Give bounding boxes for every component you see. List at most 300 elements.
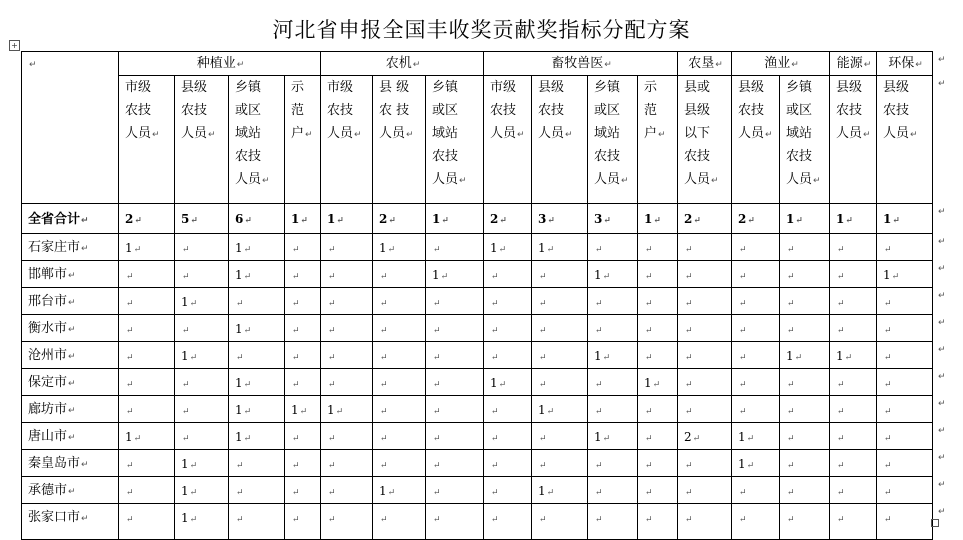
value-cell <box>484 504 532 540</box>
value-cell <box>285 396 321 423</box>
paragraph-mark-icon: ↵ <box>685 380 693 390</box>
paragraph-mark-icon: ↵ <box>884 380 892 390</box>
paragraph-mark-icon: ↵ <box>863 130 871 140</box>
paragraph-mark-icon: ↵ <box>292 299 300 309</box>
paragraph-mark-icon: ↵ <box>685 326 693 336</box>
value-cell <box>373 450 426 477</box>
paragraph-mark-icon: ↵ <box>565 130 573 140</box>
value-cell <box>285 234 321 261</box>
value-cell <box>484 369 532 396</box>
value-cell <box>830 234 877 261</box>
value-cell <box>638 369 678 396</box>
paragraph-mark-icon: ↵ <box>539 380 547 390</box>
table-move-handle-icon[interactable]: + <box>9 40 20 51</box>
value-cell <box>321 261 373 288</box>
value-cell <box>119 396 175 423</box>
value-cell <box>732 234 780 261</box>
paragraph-mark-icon: ↵ <box>787 272 795 282</box>
value-cell <box>175 342 229 369</box>
cell-value: 1 <box>594 268 602 282</box>
city-name-cell <box>22 396 119 423</box>
sub-header-8 <box>532 76 588 204</box>
paragraph-mark-icon: ↵ <box>68 406 76 416</box>
city-name: 邯郸市 <box>28 267 68 282</box>
cell-value: 1 <box>181 457 189 471</box>
value-cell <box>175 288 229 315</box>
value-cell <box>532 288 588 315</box>
sub-header-line: 户↵ <box>291 126 313 141</box>
paragraph-mark-icon: ↵ <box>837 380 845 390</box>
value-cell <box>321 315 373 342</box>
end-of-row-mark-icon: ↵ <box>938 207 946 217</box>
value-cell <box>678 423 732 450</box>
value-cell <box>321 450 373 477</box>
value-cell <box>175 315 229 342</box>
cell-value: 1 <box>181 295 189 309</box>
table-row <box>22 396 933 423</box>
city-name-cell <box>22 342 119 369</box>
cell-value: 1 <box>181 511 189 525</box>
paragraph-mark-icon: ↵ <box>134 216 142 226</box>
paragraph-mark-icon: ↵ <box>517 130 525 140</box>
paragraph-mark-icon: ↵ <box>328 353 336 363</box>
value-cell <box>426 369 484 396</box>
paragraph-mark-icon: ↵ <box>126 488 134 498</box>
paragraph-mark-icon: ↵ <box>884 407 892 417</box>
paragraph-mark-icon: ↵ <box>189 353 198 363</box>
sub-header-line: 农技 <box>181 103 208 118</box>
value-cell <box>588 342 638 369</box>
paragraph-mark-icon: ↵ <box>837 515 845 525</box>
cell-value: 1 <box>379 241 387 255</box>
paragraph-mark-icon: ↵ <box>81 216 89 226</box>
value-cell <box>588 288 638 315</box>
paragraph-mark-icon: ↵ <box>539 434 547 444</box>
paragraph-mark-icon: ↵ <box>182 326 190 336</box>
paragraph-mark-icon: ↵ <box>645 299 653 309</box>
paragraph-mark-icon: ↵ <box>891 272 900 282</box>
cell-value: 1 <box>235 403 243 417</box>
paragraph-mark-icon: ↵ <box>685 353 693 363</box>
paragraph-mark-icon: ↵ <box>685 407 693 417</box>
value-cell <box>229 234 285 261</box>
value-cell <box>285 504 321 540</box>
paragraph-mark-icon: ↵ <box>645 515 653 525</box>
value-cell <box>229 369 285 396</box>
paragraph-mark-icon: ↵ <box>380 380 388 390</box>
paragraph-mark-icon: ↵ <box>685 515 693 525</box>
total-value-cell <box>732 204 780 234</box>
paragraph-mark-icon: ↵ <box>412 60 421 70</box>
paragraph-mark-icon: ↵ <box>539 299 547 309</box>
paragraph-mark-icon: ↵ <box>335 407 344 417</box>
paragraph-mark-icon: ↵ <box>243 380 252 390</box>
sub-header-line: 农 技 <box>379 103 410 118</box>
paragraph-mark-icon: ↵ <box>243 434 252 444</box>
paragraph-mark-icon: ↵ <box>190 216 198 226</box>
group-header-5 <box>830 52 877 76</box>
value-cell <box>229 477 285 504</box>
value-cell <box>638 261 678 288</box>
group-header-label: 环保 <box>888 56 915 71</box>
value-cell <box>588 234 638 261</box>
value-cell <box>678 504 732 540</box>
value-cell <box>532 369 588 396</box>
city-name: 秦皇岛市 <box>28 456 81 471</box>
paragraph-mark-icon: ↵ <box>539 326 547 336</box>
value-cell <box>321 477 373 504</box>
total-value-cell <box>877 204 933 234</box>
value-cell <box>732 504 780 540</box>
sub-header-line: 农技 <box>327 103 354 118</box>
paragraph-mark-icon: ↵ <box>388 216 396 226</box>
value-cell <box>588 369 638 396</box>
table-row <box>22 288 933 315</box>
value-cell <box>426 234 484 261</box>
paragraph-mark-icon: ↵ <box>380 407 388 417</box>
total-value-cell <box>638 204 678 234</box>
table-row <box>22 477 933 504</box>
value-cell <box>732 369 780 396</box>
value-cell <box>877 423 933 450</box>
value-cell <box>780 450 830 477</box>
value-cell <box>119 288 175 315</box>
value-cell <box>588 396 638 423</box>
paragraph-mark-icon: ↵ <box>328 380 336 390</box>
paragraph-mark-icon: ↵ <box>645 245 653 255</box>
paragraph-mark-icon: ↵ <box>595 299 603 309</box>
paragraph-mark-icon: ↵ <box>68 298 76 308</box>
sub-header-line: 农技 <box>786 149 813 164</box>
value-cell <box>484 342 532 369</box>
paragraph-mark-icon: ↵ <box>844 353 853 363</box>
value-cell <box>780 477 830 504</box>
city-name-cell <box>22 477 119 504</box>
value-cell <box>780 342 830 369</box>
paragraph-mark-icon: ↵ <box>685 272 693 282</box>
value-cell <box>426 288 484 315</box>
sub-header-3 <box>285 76 321 204</box>
sub-header-line: 市级 <box>327 80 354 95</box>
value-cell <box>830 342 877 369</box>
paragraph-mark-icon: ↵ <box>837 299 845 309</box>
paragraph-mark-icon: ↵ <box>328 461 336 471</box>
paragraph-mark-icon: ↵ <box>645 326 653 336</box>
total-value: 2 <box>490 212 499 226</box>
paragraph-mark-icon: ↵ <box>328 299 336 309</box>
sub-header-line: 县级 <box>538 80 565 95</box>
cell-value: 1 <box>644 376 652 390</box>
value-cell <box>678 342 732 369</box>
paragraph-mark-icon: ↵ <box>892 216 900 226</box>
cell-value: 1 <box>291 403 299 417</box>
value-cell <box>830 261 877 288</box>
value-cell <box>877 504 933 540</box>
end-of-row-mark-icon: ↵ <box>938 291 946 301</box>
paragraph-mark-icon: ↵ <box>658 130 666 140</box>
total-value: 2 <box>125 212 134 226</box>
paragraph-mark-icon: ↵ <box>189 515 198 525</box>
paragraph-mark-icon: ↵ <box>433 434 441 444</box>
paragraph-mark-icon: ↵ <box>685 488 693 498</box>
paragraph-mark-icon: ↵ <box>787 380 795 390</box>
value-cell <box>638 423 678 450</box>
value-cell <box>830 450 877 477</box>
city-name-cell <box>22 504 119 540</box>
corner-header-cell <box>22 52 119 204</box>
group-header-row <box>22 52 933 76</box>
paragraph-mark-icon: ↵ <box>152 130 160 140</box>
paragraph-mark-icon: ↵ <box>546 407 555 417</box>
paragraph-mark-icon: ↵ <box>387 245 396 255</box>
cell-value: 1 <box>836 349 844 363</box>
value-cell <box>877 261 933 288</box>
paragraph-mark-icon: ↵ <box>595 407 603 417</box>
paragraph-mark-icon: ↵ <box>433 488 441 498</box>
table-resize-handle-icon[interactable] <box>931 519 939 527</box>
paragraph-mark-icon: ↵ <box>837 488 845 498</box>
value-cell <box>532 261 588 288</box>
sub-header-line: 市级 <box>125 80 152 95</box>
value-cell <box>678 315 732 342</box>
total-value-cell <box>780 204 830 234</box>
paragraph-mark-icon: ↵ <box>645 272 653 282</box>
cell-value: 1 <box>235 322 243 336</box>
total-value-cell <box>588 204 638 234</box>
paragraph-mark-icon: ↵ <box>787 461 795 471</box>
paragraph-mark-icon: ↵ <box>645 488 653 498</box>
end-of-row-mark-icon: ↵ <box>938 318 946 328</box>
city-name-cell <box>22 234 119 261</box>
city-name-cell <box>22 450 119 477</box>
value-cell <box>175 261 229 288</box>
value-cell <box>532 423 588 450</box>
cell-value: 1 <box>883 268 891 282</box>
paragraph-mark-icon: ↵ <box>498 245 507 255</box>
value-cell <box>373 396 426 423</box>
paragraph-mark-icon: ↵ <box>739 245 747 255</box>
value-cell <box>732 396 780 423</box>
sub-header-13 <box>780 76 830 204</box>
value-cell <box>321 396 373 423</box>
sub-header-line: 县级 <box>883 80 910 95</box>
sub-header-line: 人员↵ <box>883 126 918 141</box>
value-cell <box>588 450 638 477</box>
group-header-4 <box>732 52 830 76</box>
paragraph-mark-icon: ↵ <box>693 216 701 226</box>
city-name: 廊坊市 <box>28 402 68 417</box>
paragraph-mark-icon: ↵ <box>81 514 89 524</box>
value-cell <box>119 504 175 540</box>
paragraph-mark-icon: ↵ <box>794 353 803 363</box>
city-name-cell <box>22 288 119 315</box>
value-cell <box>373 261 426 288</box>
paragraph-mark-icon: ↵ <box>68 433 76 443</box>
paragraph-mark-icon: ↵ <box>433 326 441 336</box>
value-cell <box>373 234 426 261</box>
paragraph-mark-icon: ↵ <box>292 380 300 390</box>
total-row <box>22 204 933 234</box>
table-row <box>22 369 933 396</box>
value-cell <box>780 261 830 288</box>
sub-header-11 <box>678 76 732 204</box>
value-cell <box>877 288 933 315</box>
paragraph-mark-icon: ↵ <box>208 130 216 140</box>
sub-header-line: 或区 <box>235 103 262 118</box>
paragraph-mark-icon: ↵ <box>787 326 795 336</box>
group-header-label: 能源 <box>836 56 863 71</box>
sub-header-line: 人员↵ <box>594 172 629 187</box>
group-header-3 <box>678 52 732 76</box>
paragraph-mark-icon: ↵ <box>602 353 611 363</box>
paragraph-mark-icon: ↵ <box>546 245 555 255</box>
value-cell <box>119 423 175 450</box>
value-cell <box>484 261 532 288</box>
sub-header-line: 农技 <box>738 103 765 118</box>
paragraph-mark-icon: ↵ <box>68 379 76 389</box>
cell-value: 1 <box>538 403 546 417</box>
paragraph-mark-icon: ↵ <box>299 407 308 417</box>
value-cell <box>119 450 175 477</box>
value-cell <box>877 396 933 423</box>
sub-header-10 <box>638 76 678 204</box>
paragraph-mark-icon: ↵ <box>491 461 499 471</box>
sub-header-line: 农技 <box>883 103 910 118</box>
sub-header-line: 农技 <box>125 103 152 118</box>
value-cell <box>877 234 933 261</box>
city-name-cell <box>22 423 119 450</box>
value-cell <box>780 315 830 342</box>
city-name-cell <box>22 369 119 396</box>
total-label-cell <box>22 204 119 234</box>
paragraph-mark-icon: ↵ <box>837 245 845 255</box>
end-of-row-mark-icon: ↵ <box>938 426 946 436</box>
paragraph-mark-icon: ↵ <box>380 272 388 282</box>
end-of-row-mark-icon: ↵ <box>938 453 946 463</box>
city-name: 石家庄市 <box>28 240 81 255</box>
total-value-cell <box>532 204 588 234</box>
sub-header-12 <box>732 76 780 204</box>
value-cell <box>588 504 638 540</box>
paragraph-mark-icon: ↵ <box>126 299 134 309</box>
paragraph-mark-icon: ↵ <box>787 488 795 498</box>
total-value: 1 <box>836 212 845 226</box>
paragraph-mark-icon: ↵ <box>884 488 892 498</box>
paragraph-mark-icon: ↵ <box>441 216 449 226</box>
value-cell <box>638 450 678 477</box>
paragraph-mark-icon: ↵ <box>498 380 507 390</box>
paragraph-mark-icon: ↵ <box>915 60 923 70</box>
paragraph-mark-icon: ↵ <box>243 407 252 417</box>
value-cell <box>373 342 426 369</box>
group-header-2 <box>484 52 678 76</box>
value-cell <box>285 342 321 369</box>
sub-header-line: 以下 <box>684 126 711 141</box>
paragraph-mark-icon: ↵ <box>715 60 723 70</box>
city-name: 唐山市 <box>28 429 68 444</box>
value-cell <box>877 369 933 396</box>
end-of-row-mark-icon: ↵ <box>938 372 946 382</box>
paragraph-mark-icon: ↵ <box>546 488 555 498</box>
paragraph-mark-icon: ↵ <box>292 515 300 525</box>
value-cell <box>426 342 484 369</box>
paragraph-mark-icon: ↵ <box>236 461 244 471</box>
paragraph-mark-icon: ↵ <box>292 461 300 471</box>
paragraph-mark-icon: ↵ <box>621 176 629 186</box>
cell-value: 1 <box>594 349 602 363</box>
paragraph-mark-icon: ↵ <box>787 515 795 525</box>
sub-header-2 <box>229 76 285 204</box>
value-cell <box>426 315 484 342</box>
value-cell <box>373 315 426 342</box>
city-name: 邢台市 <box>28 294 68 309</box>
paragraph-mark-icon: ↵ <box>685 461 693 471</box>
paragraph-mark-icon: ↵ <box>126 407 134 417</box>
sub-header-line: 人员↵ <box>181 126 216 141</box>
sub-header-line: 农技 <box>235 149 262 164</box>
sub-header-line: 或区 <box>786 103 813 118</box>
value-cell <box>321 504 373 540</box>
sub-header-line: 人员↵ <box>738 126 773 141</box>
value-cell <box>321 423 373 450</box>
city-name: 保定市 <box>28 375 68 390</box>
paragraph-mark-icon: ↵ <box>539 515 547 525</box>
paragraph-mark-icon: ↵ <box>126 272 134 282</box>
paragraph-mark-icon: ↵ <box>602 272 611 282</box>
value-cell <box>426 450 484 477</box>
paragraph-mark-icon: ↵ <box>126 353 134 363</box>
paragraph-mark-icon: ↵ <box>539 353 547 363</box>
end-of-row-mark-icon: ↵ <box>938 237 946 247</box>
sub-header-15 <box>877 76 933 204</box>
table-row <box>22 315 933 342</box>
paragraph-mark-icon: ↵ <box>910 130 918 140</box>
sub-header-6 <box>426 76 484 204</box>
sub-header-line: 乡镇 <box>594 80 621 95</box>
value-cell <box>638 315 678 342</box>
paragraph-mark-icon: ↵ <box>380 515 388 525</box>
paragraph-mark-icon: ↵ <box>236 353 244 363</box>
value-cell <box>119 234 175 261</box>
paragraph-mark-icon: ↵ <box>739 299 747 309</box>
sub-header-line: 人员↵ <box>125 126 160 141</box>
paragraph-mark-icon: ↵ <box>328 488 336 498</box>
paragraph-mark-icon: ↵ <box>595 380 603 390</box>
paragraph-mark-icon: ↵ <box>305 130 313 140</box>
value-cell <box>373 369 426 396</box>
value-cell <box>780 423 830 450</box>
sub-header-line: 域站 <box>594 126 621 141</box>
paragraph-mark-icon: ↵ <box>884 434 892 444</box>
sub-header-line: 人员↵ <box>327 126 362 141</box>
paragraph-mark-icon: ↵ <box>645 353 653 363</box>
value-cell <box>532 450 588 477</box>
paragraph-mark-icon: ↵ <box>491 272 499 282</box>
total-value-cell <box>678 204 732 234</box>
paragraph-mark-icon: ↵ <box>603 216 611 226</box>
cell-value: 1 <box>738 457 746 471</box>
sub-header-9 <box>588 76 638 204</box>
value-cell <box>830 423 877 450</box>
paragraph-mark-icon: ↵ <box>595 515 603 525</box>
group-header-label: 种植业 <box>196 56 236 71</box>
value-cell <box>532 504 588 540</box>
paragraph-mark-icon: ↵ <box>739 407 747 417</box>
paragraph-mark-icon: ↵ <box>595 488 603 498</box>
value-cell <box>426 423 484 450</box>
sub-header-14 <box>830 76 877 204</box>
value-cell <box>285 261 321 288</box>
